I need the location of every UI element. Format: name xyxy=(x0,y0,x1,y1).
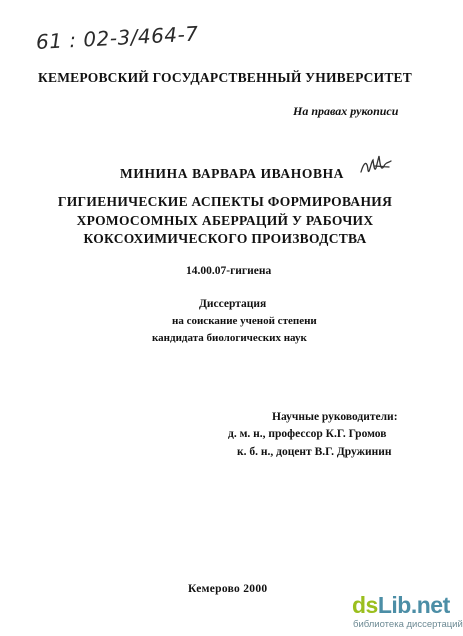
logo-net: .net xyxy=(410,592,450,618)
city-year: Кемерово 2000 xyxy=(188,583,268,595)
dissertation-title-line: ГИГИЕНИЧЕСКИЕ АСПЕКТЫ ФОРМИРОВАНИЯ xyxy=(57,194,393,209)
dslib-watermark[interactable] xyxy=(352,592,463,634)
dissertation-label: Диссертация xyxy=(199,298,267,310)
author-name: МИНИНА ВАРВАРА ИВАНОВНА xyxy=(120,166,345,181)
supervisor-line: д. м. н., профессор К.Г. Громов xyxy=(228,428,387,440)
rights-note: На правах рукописи xyxy=(293,104,399,118)
logo-lib: Lib xyxy=(377,592,411,618)
supervisor-line: к. б. н., доцент В.Г. Дружинин xyxy=(237,446,392,458)
dslib-logo[interactable] xyxy=(352,592,450,619)
university-name: КЕМЕРОВСКИЙ ГОСУДАРСТВЕННЫЙ УНИВЕРСИТЕТ xyxy=(38,70,412,85)
dissertation-title-line: ХРОМОСОМНЫХ АБЕРРАЦИЙ У РАБОЧИХ xyxy=(76,213,374,228)
dissertation-title-line: КОКСОХИМИЧЕСКОГО ПРОИЗВОДСТВА xyxy=(83,231,367,246)
degree-line: на соискание ученой степени xyxy=(172,315,317,327)
degree-line: кандидата биологических наук xyxy=(152,332,307,344)
specialty-code: 14.00.07-гигиена xyxy=(186,265,272,277)
logo-ds: ds xyxy=(352,592,378,618)
catalog-number: 61 : 02-3/464-7 xyxy=(35,21,200,54)
dslib-tagline: библиотека диссертаций xyxy=(353,619,463,630)
handwritten-signature xyxy=(358,152,398,180)
supervisors-heading: Научные руководители: xyxy=(272,411,398,423)
